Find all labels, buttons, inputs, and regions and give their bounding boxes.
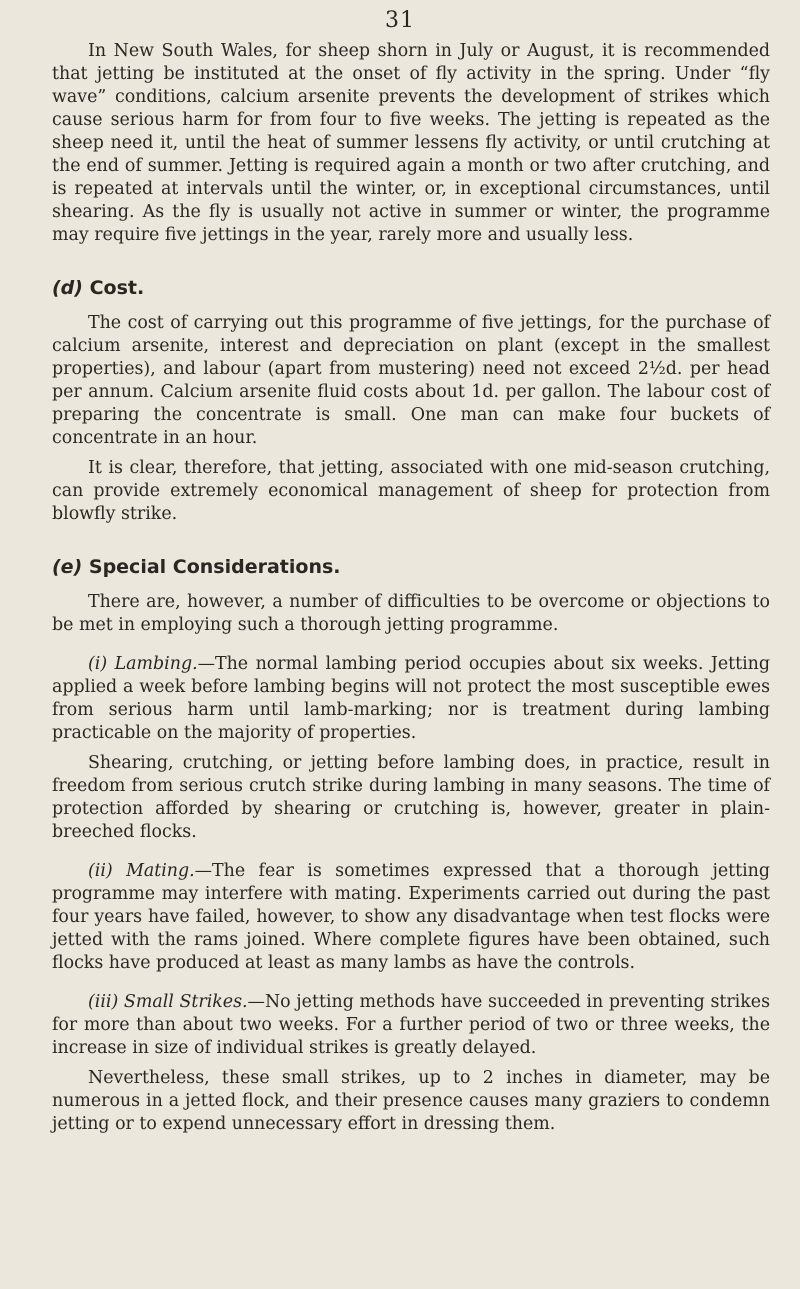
item-lambing-text: —The normal lambing period occupies about six weeks. Jetting applied a week before lambing begins will not protect the most susceptible ewes from serious harm until lamb-marking; nor is treatment during lambing practicable on the majority of properties. (52, 654, 770, 743)
page-content (52, 40, 770, 1136)
item-small-strikes-paragraph-2: Nevertheless, these small strikes, up to 2 inches in diameter, may be numerous in a jetted flock, and their presence causes many graziers to condemn jetting or to expend unnecessary effort in dressing them. (52, 1068, 770, 1134)
page-number: 31 (385, 8, 415, 33)
item-small-strikes-text: —No jetting methods have succeeded in preventing strikes for more than about two weeks. For a further period of two or three weeks, the increase in size of individual strikes is greatly delayed. (52, 992, 770, 1058)
item-lambing-label: (i) Lambing. (88, 654, 198, 674)
section-e-title: Special Considerations. (88, 556, 341, 578)
section-e-heading (52, 556, 770, 579)
item-small-strikes (52, 991, 770, 1060)
section-d-heading (52, 277, 770, 300)
item-mating (52, 860, 770, 975)
section-d-title: Cost. (89, 277, 145, 299)
item-mating-text: —The fear is sometimes expressed that a thorough jetting programme may interfere with mating. Experiments carried out during the past four years have failed, however, to show any disadvantage when test flocks were jetted with the rams joined. Where complete figures have been obtained, such flocks have produced at least as many lambs as have the controls. (52, 861, 770, 973)
section-d-paragraph-1: The cost of carrying out this programme of five jettings, for the purchase of calcium arsenite, interest and depreciation on plant (except in the smallest properties), and labour (apart from mustering) need not exceed 2½d. per head per annum. Calcium arsenite fluid costs about 1d. per gallon. The labour cost of preparing the concentrate is small. One man can make four buckets of concentrate in an hour. (52, 313, 770, 448)
section-e-intro: There are, however, a number of difficulties to be overcome or objections to be met in employing such a thorough jetting programme. (52, 592, 770, 635)
section-d-paragraph-2: It is clear, therefore, that jetting, associated with one mid-season crutching, can provide extremely economical management of sheep for protection from blowfly strike. (52, 458, 770, 524)
item-lambing (52, 653, 770, 745)
section-e-letter: (e) (52, 556, 83, 578)
intro-paragraph: In New South Wales, for sheep shorn in July or August, it is recommended that jetting be instituted at the onset of fly activity in the spring. Under “fly wave” conditions, calcium arsenite prevents the development of strikes which cause serious harm for from four to five weeks. The jetting is repeated as the sheep need it, until the heat of summer lessens fly activity, or until crutching at the end of summer. Jetting is required again a month or two after crutching, and is repeated at intervals until the winter, or, in exceptional circumstances, until shearing. As the fly is usually not active in summer or winter, the programme may require five jettings in the year, rarely more and usually less. (52, 41, 770, 245)
item-lambing-paragraph-2: Shearing, crutching, or jetting before lambing does, in practice, result in freedom from serious crutch strike during lambing in many seasons. The time of protection afforded by shearing or crutching is, however, greater in plain-breeched flocks. (52, 753, 770, 842)
item-small-strikes-label: (iii) Small Strikes. (88, 992, 248, 1012)
item-mating-label: (ii) Mating. (88, 861, 195, 881)
section-d-letter: (d) (52, 277, 83, 299)
